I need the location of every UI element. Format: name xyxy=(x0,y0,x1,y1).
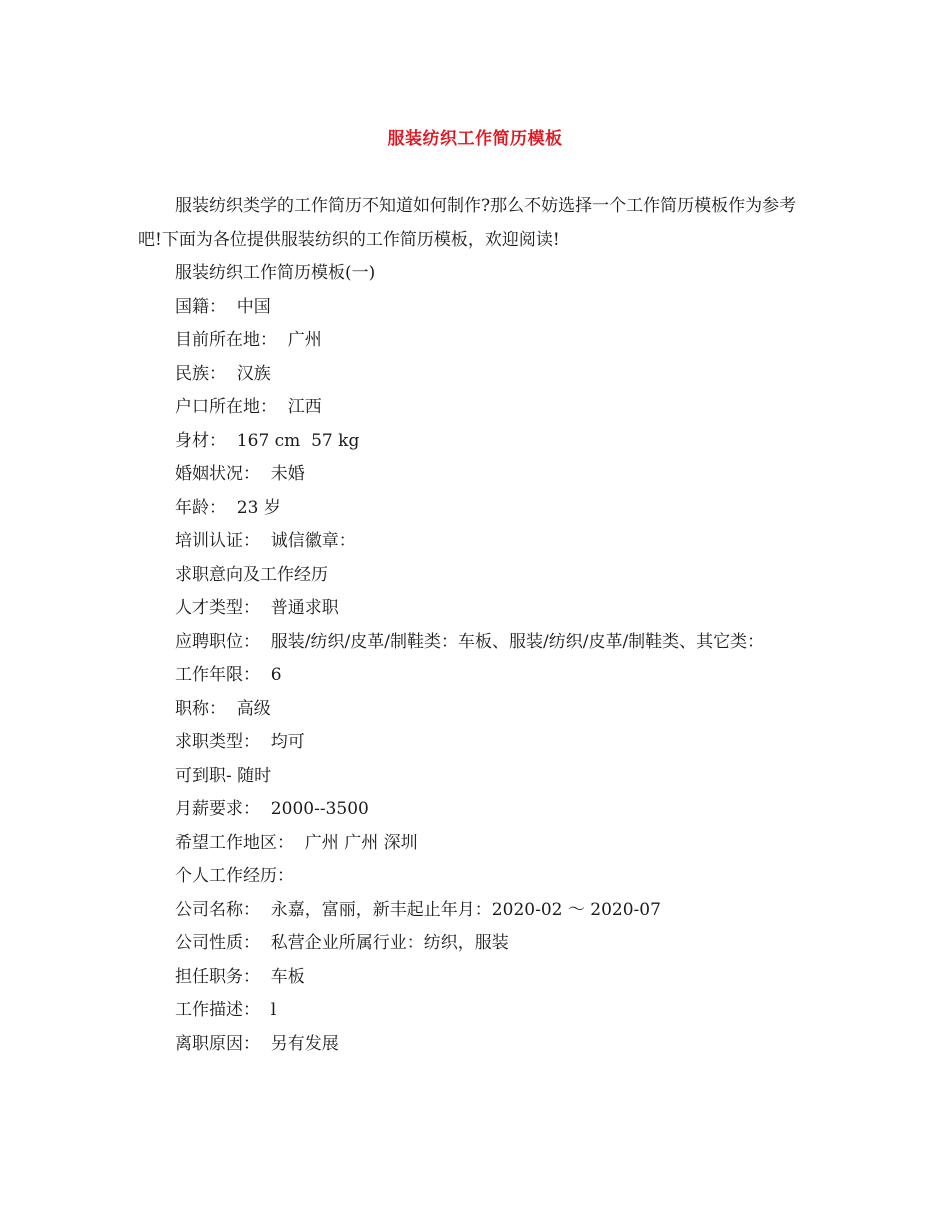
field-marital-status: 婚姻状况： 未婚 xyxy=(175,464,305,484)
field-reason-for-leaving: 离职原因： 另有发展 xyxy=(175,1033,339,1054)
field-body-size: 身材： 167 cm 57 kg xyxy=(175,430,360,451)
field-title-level: 职称： 高级 xyxy=(175,698,271,719)
field-company-type: 公司性质： 私营企业所属行业：纺织，服装 xyxy=(175,933,509,953)
section-heading-template-1: 服装纺织工作简历模板(一) xyxy=(175,263,376,283)
field-availability: 可到职- 随时 xyxy=(175,765,272,786)
field-role: 担任职务： 车板 xyxy=(175,966,305,987)
document-body xyxy=(138,190,818,1061)
field-ethnicity: 民族： 汉族 xyxy=(175,363,271,384)
field-job-description: 工作描述： l xyxy=(175,1000,277,1020)
field-years-of-work: 工作年限： 6 xyxy=(175,665,282,685)
field-desired-location: 希望工作地区： 广州 广州 深圳 xyxy=(175,832,418,853)
field-job-type: 求职类型： 均可 xyxy=(175,732,305,752)
field-certification: 培训认证： 诚信徽章： xyxy=(175,531,356,551)
field-talent-type: 人才类型： 普通求职 xyxy=(175,598,339,618)
section-heading-job-intention: 求职意向及工作经历 xyxy=(175,564,328,585)
field-company-name: 公司名称： 永嘉，富丽，新丰起止年月：2020-02 ～ 2020-07 xyxy=(175,899,661,920)
section-heading-work-experience: 个人工作经历： xyxy=(175,866,294,886)
field-salary-requirement: 月薪要求： 2000--3500 xyxy=(175,799,369,819)
field-household-registration: 户口所在地： 江西 xyxy=(175,397,322,417)
intro-paragraph: 服装纺织类学的工作简历不知道如何制作?那么不妨选择一个工作简历模板作为参考吧!下面为各位提供服装纺织的工作简历模板，欢迎阅读! xyxy=(138,196,797,250)
field-nationality: 国籍： 中国 xyxy=(175,296,271,317)
field-current-location: 目前所在地： 广州 xyxy=(175,330,322,350)
field-position-applied: 应聘职位： 服装/纺织/皮革/制鞋类：车板、服装/纺织/皮革/制鞋类、其它类： xyxy=(175,631,765,652)
document-title: 服装纺织工作简历模板 xyxy=(387,129,563,149)
field-age: 年龄： 23 岁 xyxy=(175,497,281,518)
